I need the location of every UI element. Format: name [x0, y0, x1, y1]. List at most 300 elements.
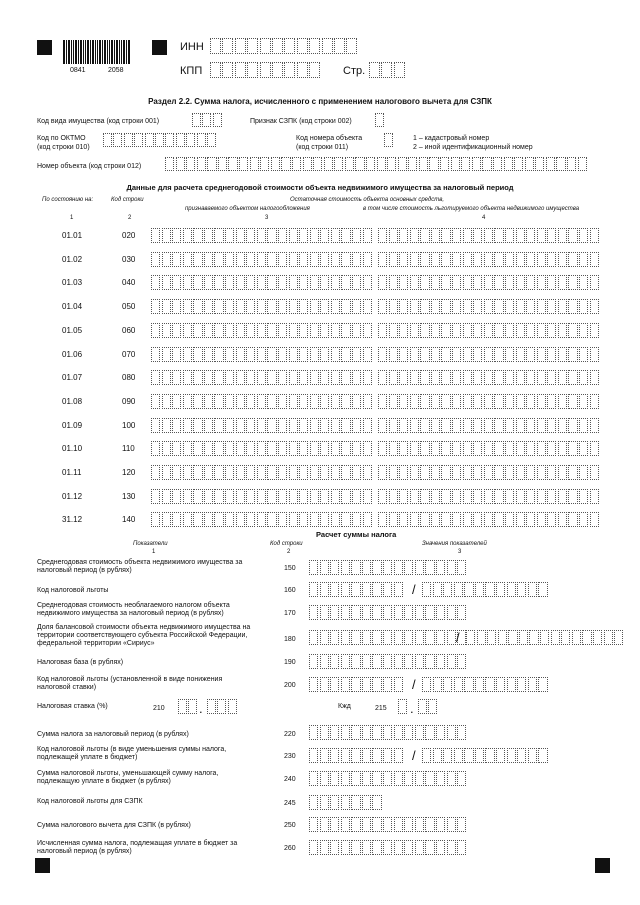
input-cell[interactable]	[558, 275, 567, 290]
input-cell[interactable]	[378, 394, 387, 409]
input-cell[interactable]	[418, 699, 427, 714]
input-cell[interactable]	[162, 275, 171, 290]
input-cell[interactable]	[292, 157, 301, 171]
input-cell[interactable]	[331, 418, 340, 433]
input-cell[interactable]	[457, 817, 466, 832]
input-cell[interactable]	[204, 252, 213, 267]
input-cell[interactable]	[431, 252, 440, 267]
input-cell[interactable]	[225, 299, 234, 314]
input-cell[interactable]	[441, 323, 450, 338]
input-cell[interactable]	[425, 630, 434, 645]
input-cell[interactable]	[207, 133, 216, 147]
input-cell[interactable]	[183, 275, 192, 290]
input-cell[interactable]	[494, 323, 503, 338]
input-cell[interactable]	[394, 677, 403, 692]
input-cell[interactable]	[384, 133, 393, 147]
input-cell[interactable]	[257, 299, 266, 314]
input-cell[interactable]	[389, 299, 398, 314]
input-cell[interactable]	[363, 299, 372, 314]
input-cell[interactable]	[271, 157, 280, 171]
input-cell[interactable]	[362, 817, 371, 832]
input-cell[interactable]	[341, 465, 350, 480]
input-cell[interactable]	[558, 441, 567, 456]
input-cell[interactable]	[537, 252, 546, 267]
input-cell[interactable]	[267, 418, 276, 433]
input-cell[interactable]	[267, 441, 276, 456]
input-cell[interactable]	[299, 299, 308, 314]
input-cell[interactable]	[197, 133, 206, 147]
input-cell[interactable]	[289, 370, 298, 385]
input-cell[interactable]	[383, 630, 392, 645]
input-cell[interactable]	[579, 299, 588, 314]
input-cell[interactable]	[404, 817, 413, 832]
input-cell[interactable]	[420, 323, 429, 338]
input-cell[interactable]	[289, 228, 298, 243]
input-cell[interactable]	[351, 677, 360, 692]
input-cell[interactable]	[193, 370, 202, 385]
input-cell[interactable]	[310, 370, 319, 385]
row-200-code-part-1[interactable]	[309, 677, 404, 692]
input-cell[interactable]	[447, 605, 456, 620]
input-cell[interactable]	[257, 228, 266, 243]
input-cell[interactable]	[204, 228, 213, 243]
input-cell[interactable]	[267, 275, 276, 290]
input-cell[interactable]	[537, 370, 546, 385]
input-cell[interactable]	[341, 275, 350, 290]
input-cell[interactable]	[419, 157, 428, 171]
input-cell[interactable]	[590, 394, 599, 409]
input-cell[interactable]	[178, 699, 187, 714]
input-cell[interactable]	[320, 725, 329, 740]
input-cell[interactable]	[389, 347, 398, 362]
input-cell[interactable]	[217, 699, 226, 714]
input-cell[interactable]	[267, 228, 276, 243]
input-cell[interactable]	[176, 133, 185, 147]
input-cell[interactable]	[547, 370, 556, 385]
input-cell[interactable]	[590, 489, 599, 504]
input-cell[interactable]	[210, 62, 221, 78]
input-cell[interactable]	[341, 370, 350, 385]
input-cell[interactable]	[303, 157, 312, 171]
input-cell[interactable]	[526, 370, 535, 385]
input-cell[interactable]	[399, 347, 408, 362]
input-cell[interactable]	[162, 489, 171, 504]
input-cell[interactable]	[346, 38, 357, 54]
avg-row-benefit-value[interactable]	[378, 347, 600, 362]
input-cell[interactable]	[352, 347, 361, 362]
input-cell[interactable]	[330, 630, 339, 645]
input-cell[interactable]	[330, 677, 339, 692]
input-cell[interactable]	[463, 370, 472, 385]
input-cell[interactable]	[289, 394, 298, 409]
input-cell[interactable]	[590, 441, 599, 456]
input-cell[interactable]	[487, 630, 496, 645]
input-cell[interactable]	[246, 489, 255, 504]
input-cell[interactable]	[341, 418, 350, 433]
input-cell[interactable]	[330, 560, 339, 575]
input-cell[interactable]	[183, 347, 192, 362]
input-cell[interactable]	[299, 323, 308, 338]
input-cell[interactable]	[260, 38, 271, 54]
input-cell[interactable]	[341, 748, 350, 763]
input-cell[interactable]	[452, 228, 461, 243]
input-cell[interactable]	[214, 228, 223, 243]
input-cell[interactable]	[257, 465, 266, 480]
input-cell[interactable]	[443, 582, 452, 597]
input-cell[interactable]	[151, 394, 160, 409]
input-cell[interactable]	[464, 677, 473, 692]
input-cell[interactable]	[484, 418, 493, 433]
input-cell[interactable]	[508, 630, 517, 645]
input-cell[interactable]	[278, 299, 287, 314]
input-cell[interactable]	[183, 512, 192, 527]
input-cell[interactable]	[454, 677, 463, 692]
input-cell[interactable]	[441, 228, 450, 243]
input-cell[interactable]	[537, 323, 546, 338]
input-cell[interactable]	[362, 771, 371, 786]
input-cell[interactable]	[362, 840, 371, 855]
input-cell[interactable]	[186, 133, 195, 147]
input-cell[interactable]	[498, 630, 507, 645]
input-cell[interactable]	[494, 275, 503, 290]
input-cell[interactable]	[389, 441, 398, 456]
input-cell[interactable]	[505, 418, 514, 433]
input-cell[interactable]	[310, 228, 319, 243]
input-cell[interactable]	[193, 299, 202, 314]
input-cell[interactable]	[257, 323, 266, 338]
input-cell[interactable]	[225, 394, 234, 409]
input-cell[interactable]	[436, 771, 445, 786]
input-cell[interactable]	[341, 605, 350, 620]
inn-field[interactable]	[210, 38, 359, 54]
input-cell[interactable]	[204, 323, 213, 338]
input-cell[interactable]	[505, 489, 514, 504]
input-cell[interactable]	[267, 370, 276, 385]
object-code-field[interactable]	[384, 133, 394, 147]
input-cell[interactable]	[330, 840, 339, 855]
input-cell[interactable]	[410, 228, 419, 243]
input-cell[interactable]	[151, 418, 160, 433]
input-cell[interactable]	[362, 654, 371, 669]
input-cell[interactable]	[278, 323, 287, 338]
input-cell[interactable]	[547, 275, 556, 290]
input-cell[interactable]	[558, 370, 567, 385]
input-cell[interactable]	[516, 323, 525, 338]
input-cell[interactable]	[378, 252, 387, 267]
input-cell[interactable]	[341, 489, 350, 504]
input-cell[interactable]	[410, 323, 419, 338]
input-cell[interactable]	[320, 370, 329, 385]
input-cell[interactable]	[394, 725, 403, 740]
input-cell[interactable]	[331, 394, 340, 409]
input-cell[interactable]	[425, 725, 434, 740]
input-cell[interactable]	[505, 370, 514, 385]
input-cell[interactable]	[473, 370, 482, 385]
row-150-field[interactable]	[309, 560, 468, 575]
avg-row-taxable-value[interactable]	[151, 252, 373, 267]
row-170-field[interactable]	[309, 605, 468, 620]
input-cell[interactable]	[473, 489, 482, 504]
input-cell[interactable]	[320, 582, 329, 597]
input-cell[interactable]	[362, 725, 371, 740]
input-cell[interactable]	[207, 699, 216, 714]
input-cell[interactable]	[214, 465, 223, 480]
input-cell[interactable]	[320, 771, 329, 786]
input-cell[interactable]	[441, 441, 450, 456]
input-cell[interactable]	[505, 323, 514, 338]
input-cell[interactable]	[537, 228, 546, 243]
input-cell[interactable]	[463, 394, 472, 409]
input-cell[interactable]	[431, 441, 440, 456]
page-number-field[interactable]	[369, 62, 406, 78]
input-cell[interactable]	[372, 817, 381, 832]
input-cell[interactable]	[484, 394, 493, 409]
input-cell[interactable]	[239, 157, 248, 171]
input-cell[interactable]	[309, 62, 320, 78]
input-cell[interactable]	[547, 299, 556, 314]
input-cell[interactable]	[193, 489, 202, 504]
input-cell[interactable]	[352, 465, 361, 480]
row-260-field[interactable]	[309, 840, 468, 855]
input-cell[interactable]	[538, 677, 547, 692]
input-cell[interactable]	[214, 370, 223, 385]
input-cell[interactable]	[299, 418, 308, 433]
input-cell[interactable]	[463, 323, 472, 338]
input-cell[interactable]	[320, 465, 329, 480]
input-cell[interactable]	[235, 62, 246, 78]
input-cell[interactable]	[415, 725, 424, 740]
input-cell[interactable]	[341, 441, 350, 456]
property-type-field[interactable]	[192, 113, 223, 127]
input-cell[interactable]	[247, 38, 258, 54]
input-cell[interactable]	[172, 489, 181, 504]
input-cell[interactable]	[162, 441, 171, 456]
input-cell[interactable]	[484, 252, 493, 267]
input-cell[interactable]	[297, 38, 308, 54]
input-cell[interactable]	[331, 489, 340, 504]
input-cell[interactable]	[425, 771, 434, 786]
input-cell[interactable]	[257, 441, 266, 456]
input-cell[interactable]	[475, 582, 484, 597]
input-cell[interactable]	[505, 512, 514, 527]
input-cell[interactable]	[341, 299, 350, 314]
input-cell[interactable]	[235, 38, 246, 54]
input-cell[interactable]	[320, 605, 329, 620]
input-cell[interactable]	[410, 465, 419, 480]
input-cell[interactable]	[267, 323, 276, 338]
input-cell[interactable]	[378, 228, 387, 243]
input-cell[interactable]	[463, 228, 472, 243]
input-cell[interactable]	[494, 441, 503, 456]
input-cell[interactable]	[568, 512, 577, 527]
input-cell[interactable]	[236, 418, 245, 433]
input-cell[interactable]	[415, 840, 424, 855]
input-cell[interactable]	[352, 323, 361, 338]
input-cell[interactable]	[454, 748, 463, 763]
input-cell[interactable]	[204, 347, 213, 362]
input-cell[interactable]	[299, 489, 308, 504]
input-cell[interactable]	[289, 441, 298, 456]
input-cell[interactable]	[172, 275, 181, 290]
input-cell[interactable]	[399, 512, 408, 527]
input-cell[interactable]	[204, 394, 213, 409]
input-cell[interactable]	[351, 560, 360, 575]
input-cell[interactable]	[183, 323, 192, 338]
input-cell[interactable]	[389, 323, 398, 338]
avg-row-taxable-value[interactable]	[151, 465, 373, 480]
input-cell[interactable]	[257, 489, 266, 504]
input-cell[interactable]	[113, 133, 122, 147]
input-cell[interactable]	[309, 654, 318, 669]
input-cell[interactable]	[579, 275, 588, 290]
input-cell[interactable]	[568, 465, 577, 480]
input-cell[interactable]	[420, 228, 429, 243]
input-cell[interactable]	[330, 748, 339, 763]
input-cell[interactable]	[363, 275, 372, 290]
input-cell[interactable]	[162, 252, 171, 267]
input-cell[interactable]	[378, 512, 387, 527]
input-cell[interactable]	[246, 465, 255, 480]
input-cell[interactable]	[320, 275, 329, 290]
input-cell[interactable]	[372, 654, 381, 669]
input-cell[interactable]	[415, 771, 424, 786]
input-cell[interactable]	[172, 418, 181, 433]
input-cell[interactable]	[309, 560, 318, 575]
input-cell[interactable]	[441, 252, 450, 267]
input-cell[interactable]	[537, 489, 546, 504]
input-cell[interactable]	[299, 347, 308, 362]
input-cell[interactable]	[561, 630, 570, 645]
input-cell[interactable]	[473, 418, 482, 433]
avg-row-taxable-value[interactable]	[151, 228, 373, 243]
input-cell[interactable]	[162, 323, 171, 338]
input-cell[interactable]	[363, 512, 372, 527]
input-cell[interactable]	[408, 157, 417, 171]
input-cell[interactable]	[516, 394, 525, 409]
input-cell[interactable]	[331, 323, 340, 338]
input-cell[interactable]	[472, 157, 481, 171]
input-cell[interactable]	[309, 725, 318, 740]
input-cell[interactable]	[420, 441, 429, 456]
input-cell[interactable]	[494, 252, 503, 267]
input-cell[interactable]	[494, 394, 503, 409]
input-cell[interactable]	[372, 725, 381, 740]
input-cell[interactable]	[309, 582, 318, 597]
input-cell[interactable]	[310, 489, 319, 504]
input-cell[interactable]	[228, 699, 237, 714]
input-cell[interactable]	[352, 489, 361, 504]
input-cell[interactable]	[452, 441, 461, 456]
input-cell[interactable]	[475, 677, 484, 692]
input-cell[interactable]	[383, 605, 392, 620]
input-cell[interactable]	[351, 748, 360, 763]
input-cell[interactable]	[410, 418, 419, 433]
input-cell[interactable]	[517, 582, 526, 597]
input-cell[interactable]	[399, 394, 408, 409]
input-cell[interactable]	[496, 748, 505, 763]
input-cell[interactable]	[383, 677, 392, 692]
input-cell[interactable]	[378, 299, 387, 314]
input-cell[interactable]	[272, 38, 283, 54]
input-cell[interactable]	[547, 489, 556, 504]
input-cell[interactable]	[330, 605, 339, 620]
input-cell[interactable]	[410, 489, 419, 504]
input-cell[interactable]	[593, 630, 602, 645]
input-cell[interactable]	[547, 252, 556, 267]
avg-row-benefit-value[interactable]	[378, 441, 600, 456]
input-cell[interactable]	[197, 157, 206, 171]
input-cell[interactable]	[363, 489, 372, 504]
input-cell[interactable]	[454, 582, 463, 597]
input-cell[interactable]	[579, 418, 588, 433]
input-cell[interactable]	[537, 465, 546, 480]
input-cell[interactable]	[475, 748, 484, 763]
input-cell[interactable]	[310, 252, 319, 267]
input-cell[interactable]	[320, 394, 329, 409]
input-cell[interactable]	[257, 370, 266, 385]
input-cell[interactable]	[415, 560, 424, 575]
input-cell[interactable]	[394, 560, 403, 575]
input-cell[interactable]	[447, 725, 456, 740]
input-cell[interactable]	[299, 394, 308, 409]
input-cell[interactable]	[473, 441, 482, 456]
input-cell[interactable]	[281, 157, 290, 171]
input-cell[interactable]	[433, 582, 442, 597]
input-cell[interactable]	[162, 418, 171, 433]
input-cell[interactable]	[429, 157, 438, 171]
input-cell[interactable]	[590, 228, 599, 243]
input-cell[interactable]	[457, 725, 466, 740]
input-cell[interactable]	[473, 252, 482, 267]
input-cell[interactable]	[299, 465, 308, 480]
input-cell[interactable]	[568, 323, 577, 338]
avg-row-benefit-value[interactable]	[378, 418, 600, 433]
input-cell[interactable]	[404, 605, 413, 620]
input-cell[interactable]	[172, 323, 181, 338]
input-cell[interactable]	[494, 347, 503, 362]
input-cell[interactable]	[526, 465, 535, 480]
input-cell[interactable]	[351, 725, 360, 740]
input-cell[interactable]	[484, 347, 493, 362]
input-cell[interactable]	[517, 677, 526, 692]
input-cell[interactable]	[334, 38, 345, 54]
input-cell[interactable]	[590, 347, 599, 362]
input-cell[interactable]	[452, 512, 461, 527]
input-cell[interactable]	[494, 370, 503, 385]
input-cell[interactable]	[410, 394, 419, 409]
input-cell[interactable]	[183, 465, 192, 480]
input-cell[interactable]	[362, 582, 371, 597]
input-cell[interactable]	[214, 441, 223, 456]
input-cell[interactable]	[236, 465, 245, 480]
input-cell[interactable]	[183, 418, 192, 433]
input-cell[interactable]	[162, 394, 171, 409]
input-cell[interactable]	[447, 840, 456, 855]
input-cell[interactable]	[204, 418, 213, 433]
input-cell[interactable]	[310, 299, 319, 314]
input-cell[interactable]	[363, 252, 372, 267]
input-cell[interactable]	[289, 299, 298, 314]
input-cell[interactable]	[383, 654, 392, 669]
input-cell[interactable]	[331, 441, 340, 456]
input-cell[interactable]	[484, 512, 493, 527]
input-cell[interactable]	[496, 677, 505, 692]
input-cell[interactable]	[431, 418, 440, 433]
input-cell[interactable]	[431, 489, 440, 504]
input-cell[interactable]	[463, 252, 472, 267]
input-cell[interactable]	[320, 560, 329, 575]
avg-row-taxable-value[interactable]	[151, 418, 373, 433]
